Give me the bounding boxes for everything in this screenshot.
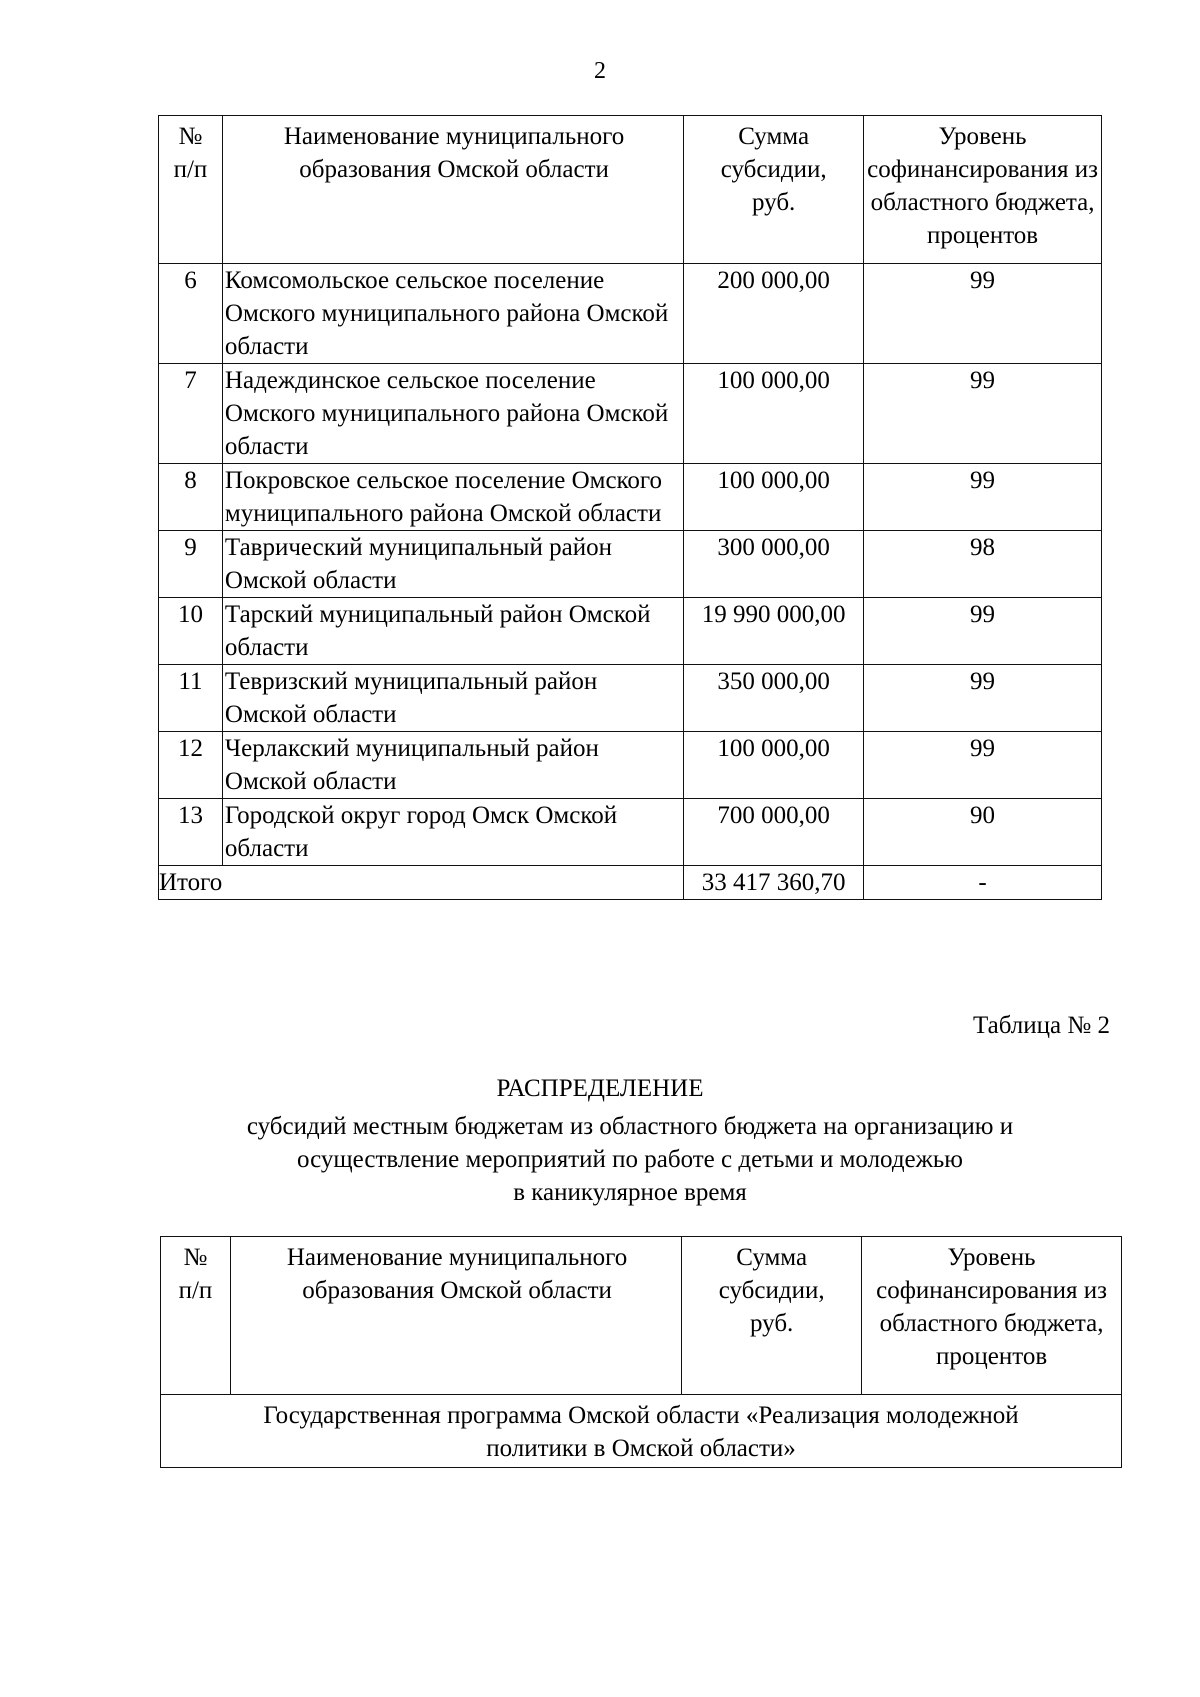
row-level: 99 xyxy=(864,665,1102,732)
row-name: Тарский муниципальный район Омской области xyxy=(222,598,683,665)
total-level: - xyxy=(864,866,1102,900)
page-number: 2 xyxy=(594,58,606,84)
subsidy-table-1 xyxy=(158,115,1102,900)
row-num: 6 xyxy=(159,264,223,364)
row-num: 13 xyxy=(159,799,223,866)
row-num: 7 xyxy=(159,364,223,464)
header-name: Наименование муниципального образования Омской области xyxy=(222,116,683,264)
subtitle-line: субсидий местным бюджетам из областного бюджета на организацию и xyxy=(246,1113,1014,1140)
total-label: Итого xyxy=(159,866,684,900)
table-row xyxy=(159,531,1102,598)
row-name: Покровское сельское поселение Омского муниципального района Омской области xyxy=(222,464,683,531)
row-sum: 100 000,00 xyxy=(684,364,864,464)
row-sum: 350 000,00 xyxy=(684,665,864,732)
table-header-row xyxy=(159,116,1102,264)
subtitle-line: осуществление мероприятий по работе с детьми и молодежью xyxy=(296,1146,963,1173)
table-header-row xyxy=(161,1237,1122,1395)
table-row xyxy=(159,264,1102,364)
program-row xyxy=(161,1395,1122,1468)
header-num: № п/п xyxy=(161,1237,231,1395)
row-num: 8 xyxy=(159,464,223,531)
document-subtitle xyxy=(0,1110,1200,1209)
row-level: 99 xyxy=(864,732,1102,799)
row-num: 11 xyxy=(159,665,223,732)
total-sum: 33 417 360,70 xyxy=(684,866,864,900)
subtitle-line: в каникулярное время xyxy=(513,1179,747,1206)
row-level: 90 xyxy=(864,799,1102,866)
total-row xyxy=(159,866,1102,900)
row-name: Городской округ город Омск Омской области xyxy=(222,799,683,866)
table-row xyxy=(159,364,1102,464)
row-sum: 100 000,00 xyxy=(684,464,864,531)
header-sum: Сумма субсидии, руб. xyxy=(684,116,864,264)
header-sum: Сумма субсидии, руб. xyxy=(682,1237,862,1395)
subsidy-table-2 xyxy=(160,1236,1122,1468)
row-sum: 700 000,00 xyxy=(684,799,864,866)
row-name: Тевризский муниципальный район Омской области xyxy=(222,665,683,732)
row-name: Таврический муниципальный район Омской области xyxy=(222,531,683,598)
row-sum: 19 990 000,00 xyxy=(684,598,864,665)
row-level: 98 xyxy=(864,531,1102,598)
row-num: 12 xyxy=(159,732,223,799)
row-level: 99 xyxy=(864,464,1102,531)
row-num: 9 xyxy=(159,531,223,598)
row-name: Черлакский муниципальный район Омской области xyxy=(222,732,683,799)
row-name: Надеждинское сельское поселение Омского муниципального района Омской области xyxy=(222,364,683,464)
table-label: Таблица № 2 xyxy=(972,1012,1110,1039)
row-num: 10 xyxy=(159,598,223,665)
header-level: Уровень софинансирования из областного бюджета, процентов xyxy=(864,116,1102,264)
row-name: Комсомольское сельское поселение Омского муниципального района Омской области xyxy=(222,264,683,364)
header-name: Наименование муниципального образования Омской области xyxy=(230,1237,681,1395)
table-row xyxy=(159,665,1102,732)
table-row xyxy=(159,732,1102,799)
row-level: 99 xyxy=(864,364,1102,464)
row-level: 99 xyxy=(864,598,1102,665)
row-level: 99 xyxy=(864,264,1102,364)
document-title: РАСПРЕДЕЛЕНИЕ xyxy=(496,1075,704,1102)
row-sum: 200 000,00 xyxy=(684,264,864,364)
row-sum: 300 000,00 xyxy=(684,531,864,598)
row-sum: 100 000,00 xyxy=(684,732,864,799)
header-level: Уровень софинансирования из областного бюджета, процентов xyxy=(862,1237,1122,1395)
header-num: № п/п xyxy=(159,116,223,264)
table-row xyxy=(159,598,1102,665)
table-row xyxy=(159,799,1102,866)
program-cell: Государственная программа Омской области «Реализация молодежной политики в Омской области» xyxy=(161,1395,1122,1468)
table-row xyxy=(159,464,1102,531)
